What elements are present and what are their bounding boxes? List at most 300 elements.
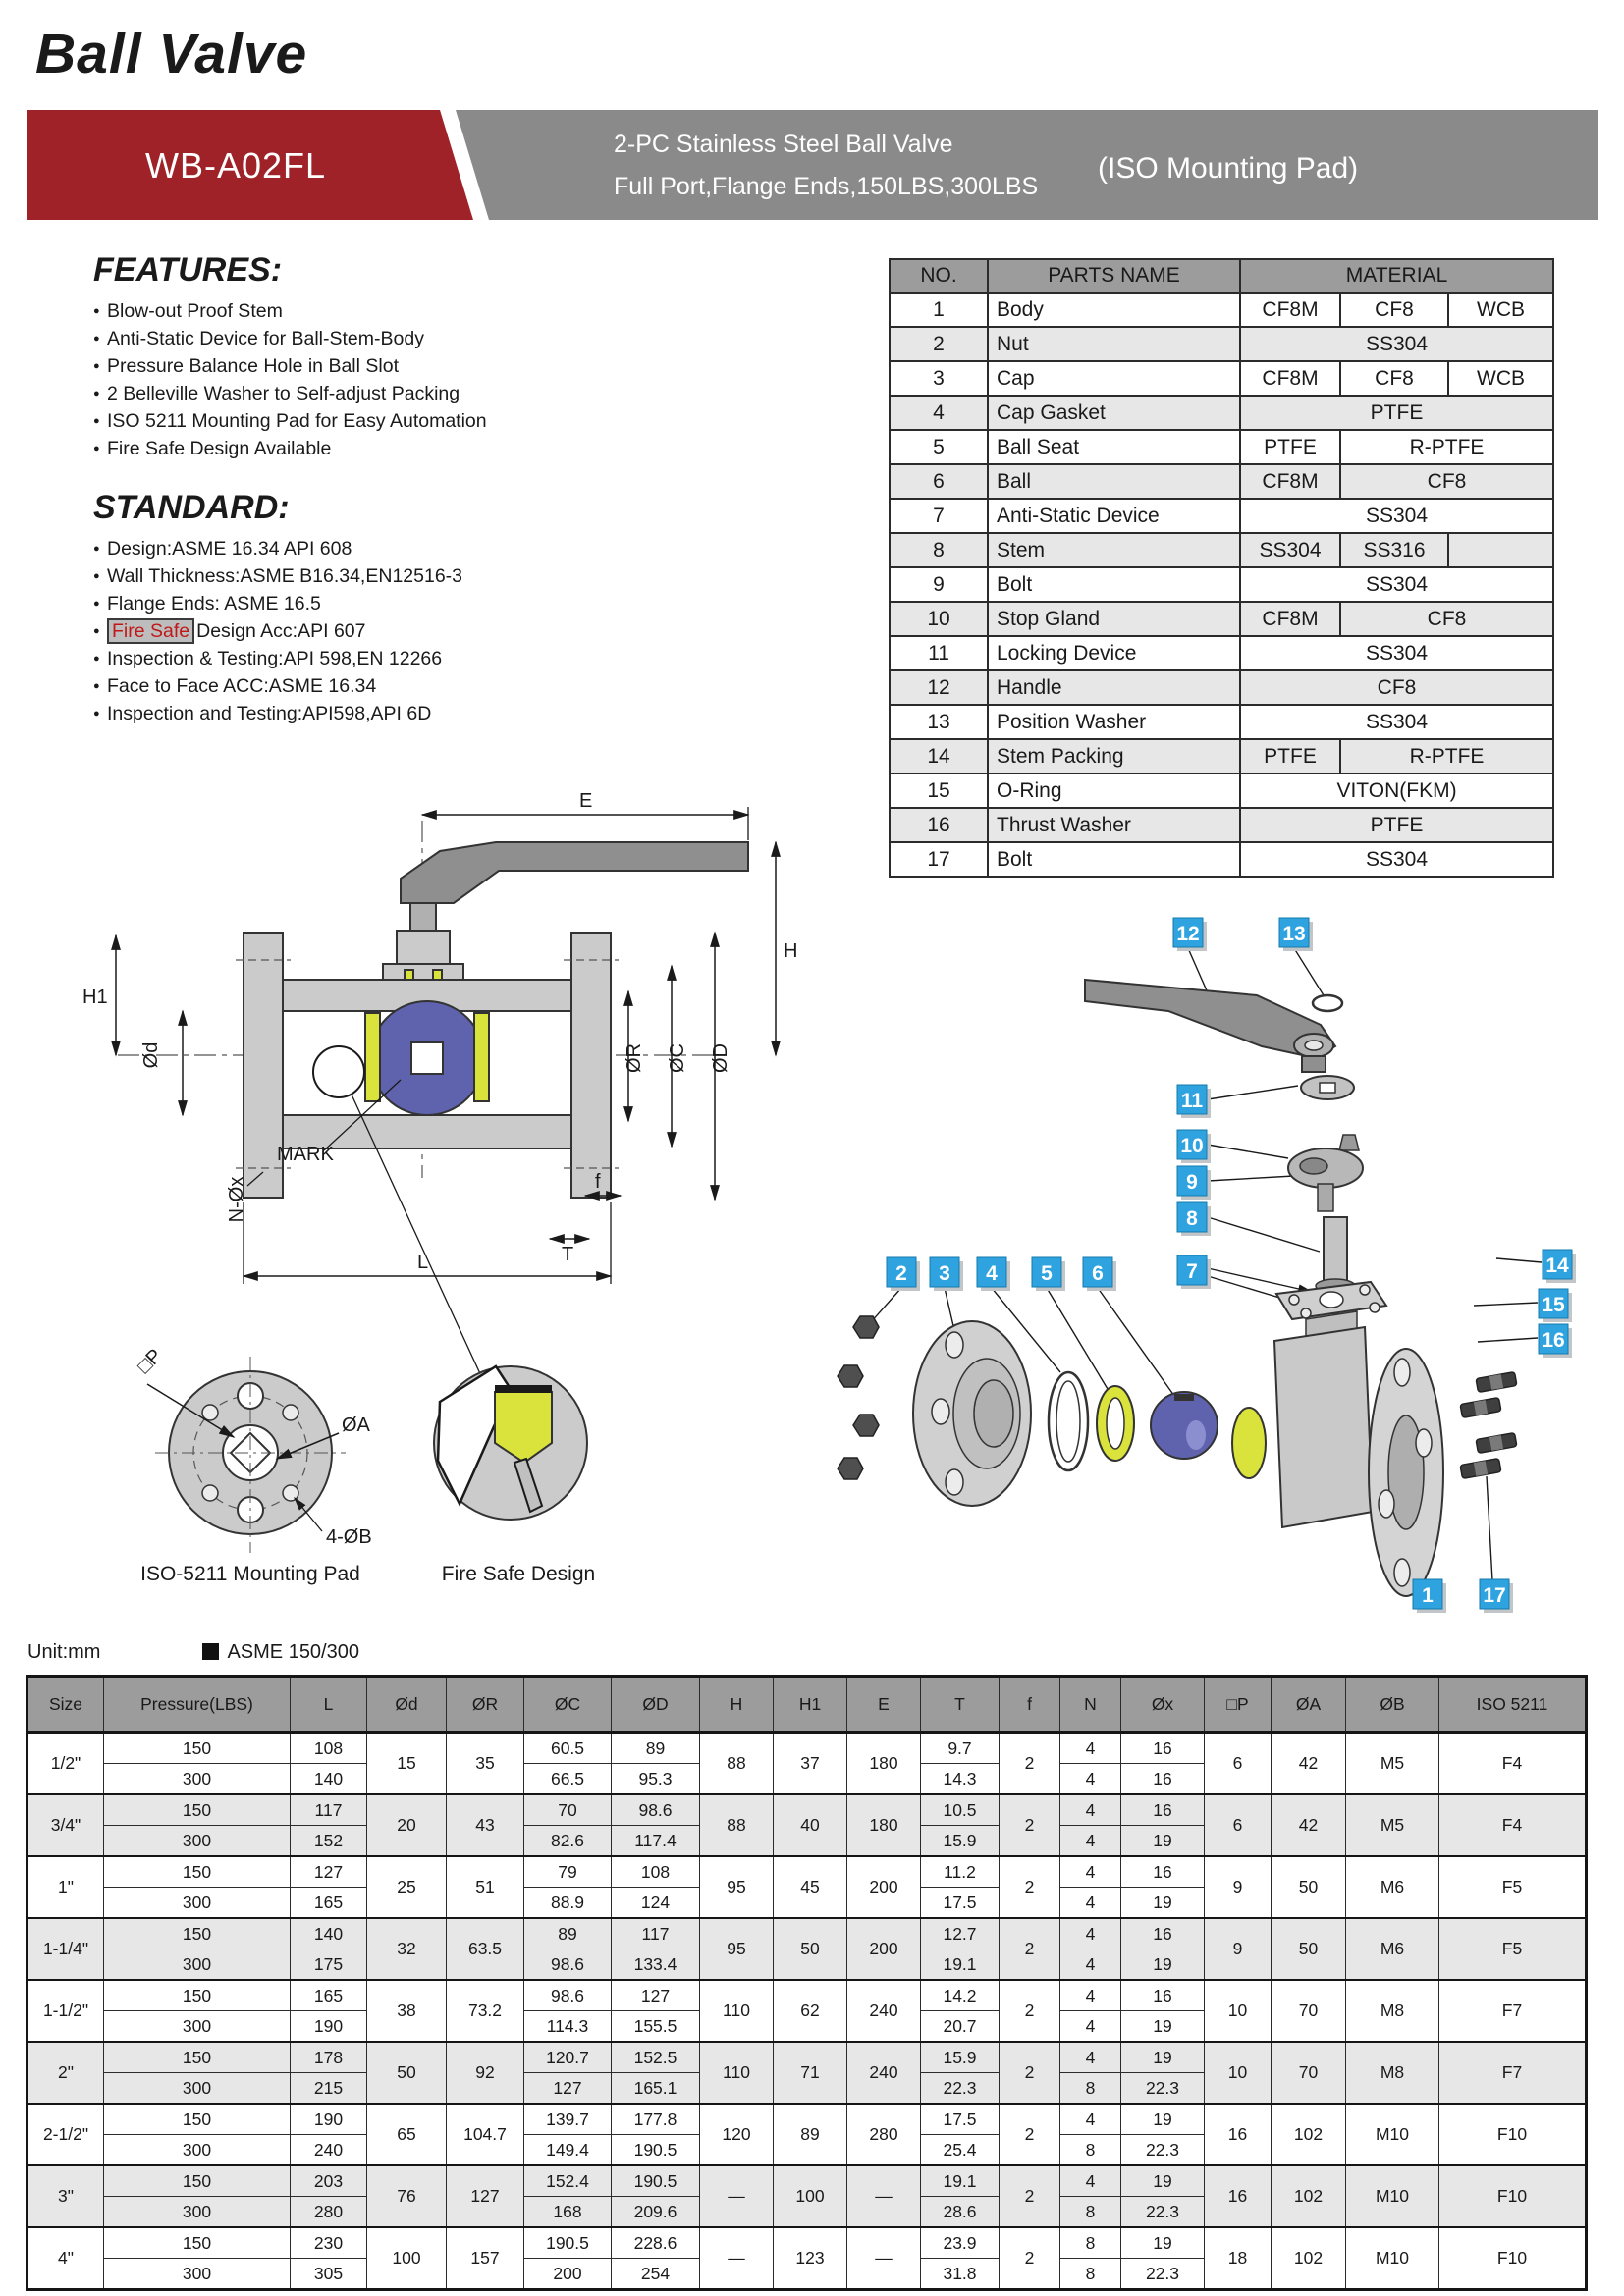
dim-row [27,2227,1587,2259]
mark-label: MARK [277,1144,334,1165]
size-cell: 2-1/2" [27,2104,104,2165]
h1-cell: 71 [774,2042,847,2104]
exploded-badge-4 [977,1257,1010,1291]
h1-cell: 123 [774,2227,847,2290]
n-cell: 4 [1060,2104,1121,2135]
n-cell: 4 [1060,1733,1121,1764]
parts-row [890,636,1553,670]
pressure-cell: 150 [104,2042,291,2073]
t-cell: 10.5 [921,1794,1000,1826]
parts-row [890,396,1553,430]
f-cell: 2 [1000,2042,1060,2104]
ob-cell: M8 [1346,1980,1439,2042]
t-cell: 17.5 [921,2104,1000,2135]
t-cell: 14.3 [921,1764,1000,1795]
h-cell: 88 [700,1794,774,1856]
part-no: 14 [890,739,988,774]
h-cell: 95 [700,1856,774,1918]
dim-col-header: ØR [447,1677,524,1733]
exploded-cap-gasket [1049,1372,1088,1470]
ox-cell: 16 [1121,1733,1205,1764]
banner-subtitle-line2: Full Port,Flange Ends,150LBS,300LBS [614,173,1039,200]
oc-cell: 152.4 [524,2165,612,2197]
ox-cell: 19 [1121,2011,1205,2043]
oc-cell: 139.7 [524,2104,612,2135]
oc-cell: 190.5 [524,2227,612,2259]
ob-cell: M10 [1346,2227,1439,2290]
part-material: PTFE [1240,739,1340,774]
part-no: 11 [890,636,988,670]
dim-col-header: L [291,1677,367,1733]
or-cell: 43 [447,1794,524,1856]
l-cell: 178 [291,2042,367,2073]
features-list [93,297,643,462]
pressure-cell: 300 [104,2197,291,2228]
p-cell: 16 [1205,2165,1272,2227]
h1-cell: 45 [774,1856,847,1918]
part-no: 7 [890,499,988,533]
part-name: Bolt [988,842,1240,877]
pressure-cell: 150 [104,1733,291,1764]
oc-cell: 88.9 [524,1888,612,1919]
oc-cell: 89 [524,1918,612,1949]
parts-row [890,499,1553,533]
ox-cell: 16 [1121,1980,1205,2011]
dim-col-header: Ød [367,1677,447,1733]
banner-subtitle-line1: 2-PC Stainless Steel Ball Valve [614,131,953,158]
od-cell: 32 [367,1918,447,1980]
exploded-badge-number: 2 [895,1262,907,1285]
odd-cell: 209.6 [612,2197,700,2228]
pressure-cell: 150 [104,1980,291,2011]
n-cell: 8 [1060,2227,1121,2259]
size-cell: 1-1/4" [27,1918,104,1980]
oc-cell: 120.7 [524,2042,612,2073]
e-cell: — [847,2227,921,2290]
exploded-badge-8 [1177,1202,1211,1236]
odd-cell: 89 [612,1733,700,1764]
right-flange-drawing [571,933,611,1198]
l-cell: 240 [291,2135,367,2166]
parts-row [890,293,1553,327]
dim-label-L: L [417,1252,429,1273]
l-cell: 175 [291,1949,367,1981]
exploded-badge-14 [1543,1250,1576,1283]
ob-cell: M10 [1346,2165,1439,2227]
parts-col-name: PARTS NAME [988,259,1240,293]
l-cell: 152 [291,1826,367,1857]
oc-cell: 114.3 [524,2011,612,2043]
odd-cell: 95.3 [612,1764,700,1795]
odd-cell: 108 [612,1856,700,1888]
part-material [1448,533,1553,567]
parts-row [890,670,1553,705]
dim-row [27,2042,1587,2073]
part-no: 12 [890,670,988,705]
t-cell: 15.9 [921,1826,1000,1857]
p-cell: 6 [1205,1733,1272,1795]
exploded-badge-number: 5 [1041,1262,1053,1285]
oc-cell: 98.6 [524,1980,612,2011]
dim-label-E: E [579,790,593,812]
h-cell: 120 [700,2104,774,2165]
t-cell: 20.7 [921,2011,1000,2043]
part-no: 10 [890,602,988,636]
feature-item: ● Anti-Static Device for Ball-Stem-Body [93,325,643,352]
odd-cell: 254 [612,2259,700,2290]
pressure-cell: 300 [104,1888,291,1919]
oc-cell: 70 [524,1794,612,1826]
exploded-badge-number: 12 [1176,923,1200,945]
part-no: 8 [890,533,988,567]
pad-label-OA: ØA [342,1415,370,1436]
exploded-badge-number: 6 [1092,1262,1104,1285]
standard-item: ● Wall Thickness:ASME B16.34,EN12516-3 [93,562,643,590]
oa-cell: 102 [1272,2165,1346,2227]
part-material: WCB [1448,293,1553,327]
odd-cell: 117.4 [612,1826,700,1857]
n-cell: 4 [1060,1826,1121,1857]
l-cell: 230 [291,2227,367,2259]
n-cell: 8 [1060,2135,1121,2166]
parts-col-material: MATERIAL [1240,259,1553,293]
ox-cell: 22.3 [1121,2073,1205,2105]
od-cell: 25 [367,1856,447,1918]
l-cell: 190 [291,2104,367,2135]
h1-cell: 89 [774,2104,847,2165]
handle-drawing [401,842,748,903]
iso-cell: F7 [1439,1980,1587,2042]
part-material: CF8M [1240,361,1340,396]
h-cell: — [700,2165,774,2227]
pressure-cell: 300 [104,1949,291,1981]
t-cell: 25.4 [921,2135,1000,2166]
l-cell: 108 [291,1733,367,1764]
t-cell: 12.7 [921,1918,1000,1949]
ox-cell: 19 [1121,2227,1205,2259]
fire-safe-caption: Fire Safe Design [441,1563,596,1585]
iso5211-pad-drawing [134,1345,372,1585]
l-cell: 127 [291,1856,367,1888]
part-material: CF8 [1340,361,1448,396]
parts-row [890,567,1553,602]
asme-square-icon [202,1643,219,1660]
size-cell: 4" [27,2227,104,2290]
t-cell: 31.8 [921,2259,1000,2290]
f-cell: 2 [1000,1980,1060,2042]
seat-drawing [365,1013,380,1101]
ox-cell: 19 [1121,1826,1205,1857]
exploded-badge-number: 3 [939,1262,950,1285]
odd-cell: 124 [612,1888,700,1919]
part-name: Stem Packing [988,739,1240,774]
size-cell: 1-1/2" [27,1980,104,2042]
part-material: SS304 [1240,705,1553,739]
exploded-badge-number: 8 [1186,1207,1198,1230]
part-name: Stem [988,533,1240,567]
e-cell: 200 [847,1856,921,1918]
l-cell: 140 [291,1764,367,1795]
dim-col-header: E [847,1677,921,1733]
l-cell: 165 [291,1980,367,2011]
part-material: R-PTFE [1340,430,1553,464]
parts-col-no: NO. [890,259,988,293]
l-cell: 305 [291,2259,367,2290]
part-no: 5 [890,430,988,464]
ob-cell: M5 [1346,1794,1439,1856]
ob-cell: M6 [1346,1856,1439,1918]
oc-cell: 98.6 [524,1949,612,1981]
odd-cell: 155.5 [612,2011,700,2043]
part-material: VITON(FKM) [1240,774,1553,808]
odd-cell: 190.5 [612,2165,700,2197]
part-no: 2 [890,327,988,361]
l-cell: 190 [291,2011,367,2043]
dim-col-header: H1 [774,1677,847,1733]
standard-item: ● Face to Face ACC:ASME 16.34 [93,672,643,700]
n-cell: 8 [1060,2197,1121,2228]
part-no: 4 [890,396,988,430]
od-cell: 20 [367,1794,447,1856]
dim-label-Od: Ød [140,1041,162,1069]
exploded-ball-seat [1232,1408,1266,1478]
t-cell: 15.9 [921,2042,1000,2073]
parts-row [890,464,1553,499]
odd-cell: 228.6 [612,2227,700,2259]
oc-cell: 82.6 [524,1826,612,1857]
exploded-badge-number: 10 [1180,1135,1204,1157]
size-cell: 2" [27,2042,104,2104]
part-no: 16 [890,808,988,842]
pressure-cell: 300 [104,1826,291,1857]
h-cell: 110 [700,2042,774,2104]
unit-line [27,1641,359,1664]
fire-safe-badge: Fire Safe [107,618,194,644]
e-cell: 180 [847,1733,921,1795]
l-cell: 280 [291,2197,367,2228]
l-cell: 203 [291,2165,367,2197]
t-cell: 14.2 [921,1980,1000,2011]
exploded-stop-gland [1288,1135,1363,1211]
p-cell: 16 [1205,2104,1272,2165]
exploded-badge-17 [1480,1579,1513,1613]
h-cell: 88 [700,1733,774,1795]
n-cell: 4 [1060,2042,1121,2073]
features-section [93,251,643,462]
p-cell: 6 [1205,1794,1272,1856]
or-cell: 63.5 [447,1918,524,1980]
standard-item [93,617,643,645]
exploded-position-washer [1313,995,1342,1011]
part-name: Ball [988,464,1240,499]
p-cell: 18 [1205,2227,1272,2290]
asme-spec-label: ASME 150/300 [227,1641,359,1663]
ox-cell: 16 [1121,1764,1205,1795]
ox-cell: 19 [1121,2104,1205,2135]
dim-row [27,1918,1587,1949]
dim-col-header: ØC [524,1677,612,1733]
dim-col-header: H [700,1677,774,1733]
part-material: CF8 [1340,293,1448,327]
t-cell: 22.3 [921,2073,1000,2105]
exploded-cap [913,1321,1031,1506]
oa-cell: 50 [1272,1918,1346,1980]
dim-col-header: N [1060,1677,1121,1733]
t-cell: 9.7 [921,1733,1000,1764]
pressure-cell: 150 [104,1918,291,1949]
ox-cell: 16 [1121,1856,1205,1888]
part-name: Cap Gasket [988,396,1240,430]
standard-item: ● Inspection & Testing:API 598,EN 12266 [93,645,643,672]
od-cell: 76 [367,2165,447,2227]
h-cell: 95 [700,1918,774,1980]
odd-cell: 133.4 [612,1949,700,1981]
technical-drawings [0,756,1624,1649]
ox-cell: 22.3 [1121,2197,1205,2228]
oa-cell: 70 [1272,1980,1346,2042]
exploded-badge-number: 4 [986,1262,998,1285]
part-material: CF8M [1240,293,1340,327]
oc-cell: 66.5 [524,1764,612,1795]
exploded-badge-3 [930,1257,963,1291]
iso-cell: F10 [1439,2227,1587,2290]
e-cell: 280 [847,2104,921,2165]
standard-list [93,535,643,727]
dim-col-header: ISO 5211 [1439,1677,1587,1733]
n-cell: 4 [1060,1856,1121,1888]
odd-cell: 117 [612,1918,700,1949]
dim-label-T: T [562,1244,574,1265]
iso-cell: F4 [1439,1733,1587,1795]
unit-label: Unit:mm [27,1641,101,1663]
exploded-badge-number: 15 [1542,1294,1565,1316]
size-cell: 1/2" [27,1733,104,1795]
parts-row [890,533,1553,567]
exploded-view-drawing [838,918,1576,1613]
exploded-bolts [1460,1372,1517,1479]
valve-cross-section-drawing [82,790,797,1380]
or-cell: 104.7 [447,2104,524,2165]
part-material: SS304 [1240,499,1553,533]
banner-subtitle-right: (ISO Mounting Pad) [1098,152,1359,185]
exploded-badge-12 [1173,918,1207,951]
dim-label-NOx: N-Øx [226,1176,247,1223]
exploded-badge-number: 14 [1545,1255,1569,1277]
n-cell: 4 [1060,2165,1121,2197]
features-heading: FEATURES: [93,251,283,289]
oc-cell: 149.4 [524,2135,612,2166]
oa-cell: 70 [1272,2042,1346,2104]
part-material: SS316 [1340,533,1448,567]
dim-label-H1: H1 [82,987,108,1008]
parts-row [890,430,1553,464]
feature-item: ● Pressure Balance Hole in Ball Slot [93,352,643,380]
p-cell: 9 [1205,1856,1272,1918]
stem-drawing [410,903,436,931]
odd-cell: 165.1 [612,2073,700,2105]
part-name: Ball Seat [988,430,1240,464]
exploded-badge-number: 1 [1422,1584,1434,1607]
pressure-cell: 300 [104,1764,291,1795]
ox-cell: 16 [1121,1918,1205,1949]
f-cell: 2 [1000,2227,1060,2290]
iso-cell: F5 [1439,1918,1587,1980]
dim-row [27,1980,1587,2011]
n-cell: 4 [1060,1888,1121,1919]
seat-drawing [474,1013,489,1101]
dim-col-header: □P [1205,1677,1272,1733]
part-material: PTFE [1240,430,1340,464]
feature-item: ● Fire Safe Design Available [93,435,643,462]
exploded-badge-10 [1177,1130,1211,1163]
parts-row [890,361,1553,396]
dim-label-OD: ØD [710,1043,731,1073]
h1-cell: 62 [774,1980,847,2042]
exploded-ball [1151,1392,1218,1459]
dim-col-header: ØD [612,1677,700,1733]
or-cell: 157 [447,2227,524,2290]
part-no: 13 [890,705,988,739]
exploded-body [1274,1282,1443,1596]
ox-cell: 22.3 [1121,2135,1205,2166]
size-cell: 3" [27,2165,104,2227]
exploded-badge-number: 16 [1542,1329,1565,1352]
part-material: CF8M [1240,602,1340,636]
part-no: 17 [890,842,988,877]
part-material: CF8 [1340,464,1553,499]
part-material: SS304 [1240,842,1553,877]
part-no: 15 [890,774,988,808]
pad-label-4OB: 4-ØB [326,1526,372,1548]
exploded-badge-15 [1539,1289,1572,1322]
iso-cell: F7 [1439,2042,1587,2104]
f-cell: 2 [1000,1856,1060,1918]
dim-col-header: ØA [1272,1677,1346,1733]
h-cell: — [700,2227,774,2290]
n-cell: 4 [1060,1980,1121,2011]
part-name: O-Ring [988,774,1240,808]
n-cell: 4 [1060,1918,1121,1949]
h1-cell: 37 [774,1733,847,1795]
dim-col-header: Pressure(LBS) [104,1677,291,1733]
pressure-cell: 150 [104,2104,291,2135]
part-name: Bolt [988,567,1240,602]
ox-cell: 19 [1121,1949,1205,1981]
part-name: Thrust Washer [988,808,1240,842]
e-cell: 200 [847,1918,921,1980]
part-material: R-PTFE [1340,739,1553,774]
ob-cell: M8 [1346,2042,1439,2104]
dim-col-header: Size [27,1677,104,1733]
dimension-table [26,1675,1588,2291]
l-cell: 165 [291,1888,367,1919]
exploded-badge-11 [1177,1085,1211,1118]
dim-row [27,2104,1587,2135]
part-no: 1 [890,293,988,327]
f-cell: 2 [1000,2165,1060,2227]
oc-cell: 60.5 [524,1733,612,1764]
p-cell: 10 [1205,2042,1272,2104]
dim-row [27,1856,1587,1888]
exploded-badge-number: 9 [1186,1171,1198,1194]
odd-cell: 127 [612,1980,700,2011]
dim-label-OR: ØR [623,1043,645,1073]
exploded-badge-number: 7 [1186,1260,1198,1283]
exploded-badge-16 [1539,1324,1572,1358]
part-material: SS304 [1240,533,1340,567]
n-cell: 4 [1060,1794,1121,1826]
odd-cell: 177.8 [612,2104,700,2135]
